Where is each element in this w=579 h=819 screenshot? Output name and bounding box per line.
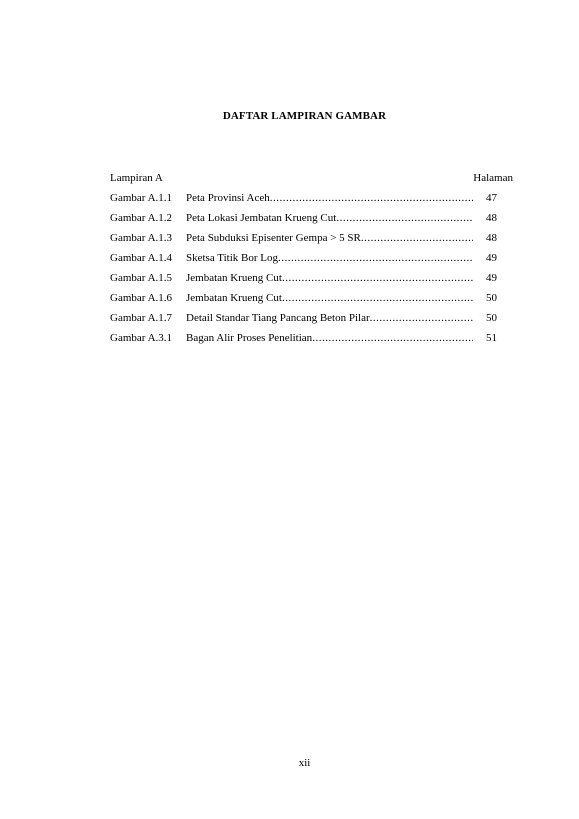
figure-list [110, 192, 497, 352]
figure-page: 48 [486, 232, 497, 244]
page-column-label: Halaman [473, 172, 513, 184]
figure-code: Gambar A.1.2 [110, 212, 173, 224]
list-item [110, 252, 497, 272]
figure-page: 47 [486, 192, 497, 204]
figure-title: Bagan Alir Proses Penelitian [186, 332, 313, 344]
list-item [110, 312, 497, 332]
figure-entry [186, 252, 473, 264]
figure-entry [186, 332, 473, 344]
dot-leader [282, 272, 473, 284]
dot-leader [270, 192, 473, 204]
figure-page: 49 [486, 272, 497, 284]
figure-code: Gambar A.1.4 [110, 252, 173, 264]
figure-title: Peta Provinsi Aceh [186, 192, 270, 204]
dot-leader [370, 312, 473, 324]
page-number: xii [298, 757, 311, 769]
list-item [110, 212, 497, 232]
figure-page: 49 [486, 252, 497, 264]
figure-entry [186, 292, 473, 304]
list-item [110, 292, 497, 312]
list-item [110, 332, 497, 352]
page-title: DAFTAR LAMPIRAN GAMBAR [222, 110, 387, 122]
figure-page: 48 [486, 212, 497, 224]
list-item [110, 232, 497, 252]
list-item [110, 272, 497, 292]
figure-entry [186, 192, 473, 204]
figure-entry [186, 312, 473, 324]
figure-entry [186, 272, 473, 284]
figure-page: 51 [486, 332, 497, 344]
figure-code: Gambar A.1.3 [110, 232, 173, 244]
figure-page: 50 [486, 312, 497, 324]
dot-leader [361, 232, 473, 244]
list-header [110, 172, 513, 184]
figure-entry [186, 232, 473, 244]
figure-title: Jembatan Krueng Cut [186, 272, 282, 284]
figure-code: Gambar A.3.1 [110, 332, 173, 344]
dot-leader [282, 292, 473, 304]
dot-leader [312, 332, 473, 344]
figure-code: Gambar A.1.1 [110, 192, 173, 204]
figure-title: Detail Standar Tiang Pancang Beton Pilar [186, 312, 370, 324]
figure-title: Sketsa Titik Bor Log [186, 252, 278, 264]
dot-leader [336, 212, 473, 224]
list-item [110, 192, 497, 212]
figure-code: Gambar A.1.6 [110, 292, 173, 304]
figure-title: Peta Lokasi Jembatan Krueng Cut [186, 212, 337, 224]
figure-page: 50 [486, 292, 497, 304]
figure-title: Jembatan Krueng Cut [186, 292, 282, 304]
figure-code: Gambar A.1.7 [110, 312, 173, 324]
dot-leader [278, 252, 473, 264]
figure-entry [186, 212, 473, 224]
figure-code: Gambar A.1.5 [110, 272, 173, 284]
appendix-label: Lampiran A [110, 172, 163, 184]
figure-title: Peta Subduksi Episenter Gempa > 5 SR [186, 232, 361, 244]
